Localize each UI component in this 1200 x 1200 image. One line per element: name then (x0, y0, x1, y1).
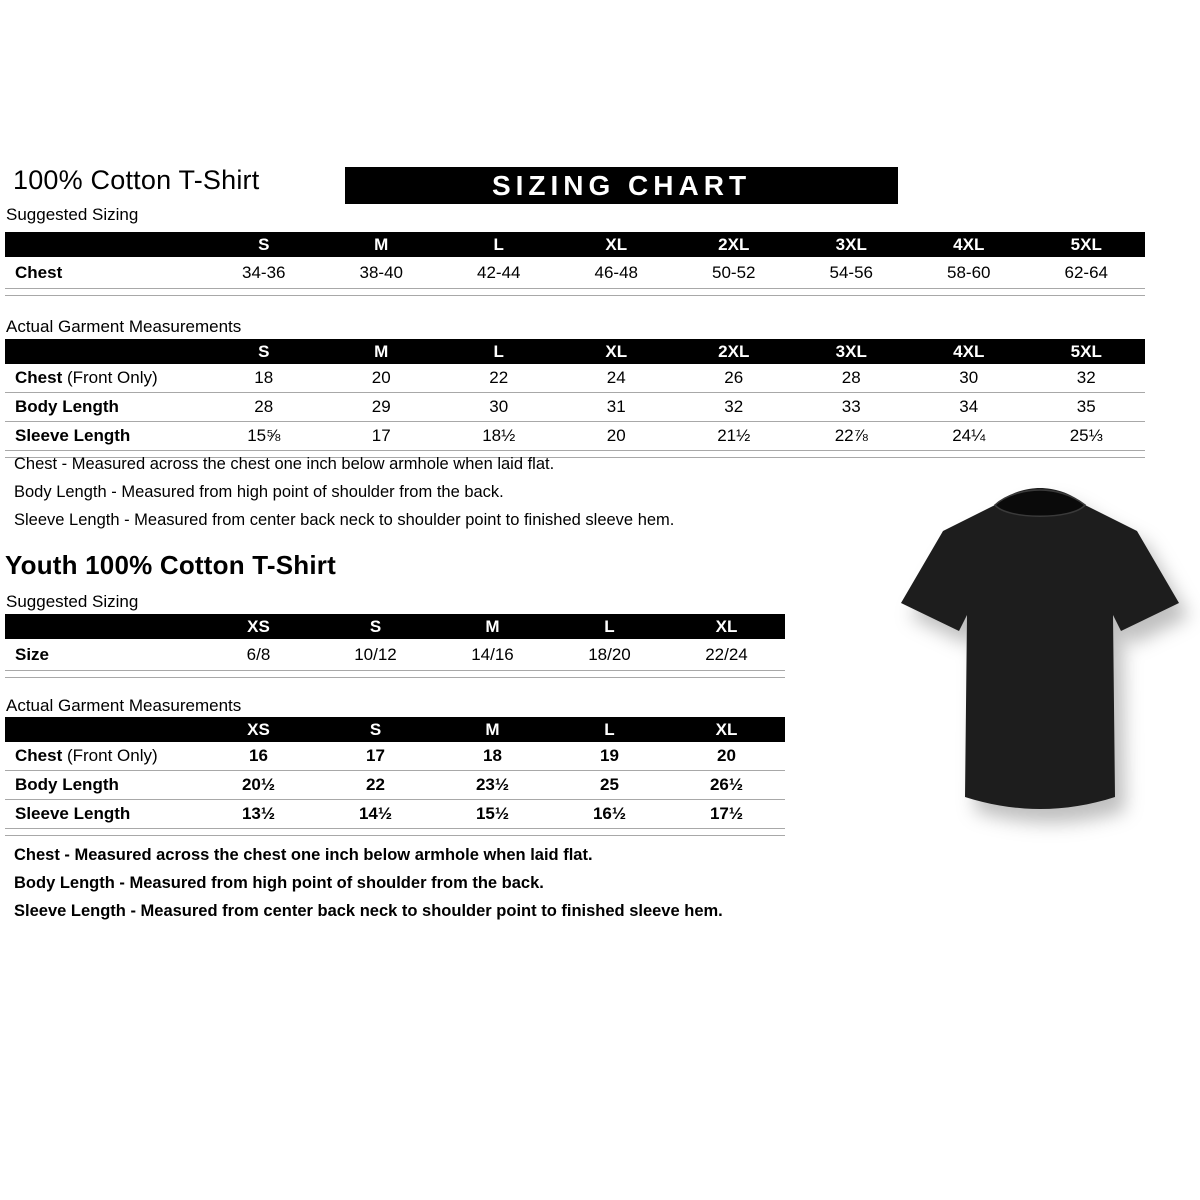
divider-line (5, 295, 1145, 296)
measurement-value: 25⅓ (1028, 422, 1146, 451)
row-label: Sleeve Length (5, 800, 200, 829)
tshirt-body-shape (901, 488, 1179, 809)
adult-actual-measurements-table (5, 339, 1145, 451)
size-column-header: 4XL (910, 339, 1028, 364)
size-column-header: S (205, 339, 323, 364)
measurement-value: 22⅞ (793, 422, 911, 451)
size-column-header: L (551, 614, 668, 639)
note-chest: Chest - Measured across the chest one inch below armhole when laid flat. (14, 455, 555, 473)
row-label: Chest (Front Only) (5, 742, 200, 771)
measurement-value: 25 (551, 771, 668, 800)
measurement-row (5, 742, 785, 771)
measurement-value: 32 (1028, 364, 1146, 393)
size-column-header: M (434, 717, 551, 742)
measurement-row (5, 771, 785, 800)
measurement-value: 10/12 (317, 639, 434, 671)
measurement-value: 20 (558, 422, 676, 451)
size-column-header: 2XL (675, 339, 793, 364)
youth-actual-measurements-section (5, 717, 785, 836)
sizing-chart-banner: SIZING CHART (345, 167, 898, 204)
adult-actual-measurements-section (5, 339, 1145, 458)
measurement-value: 17½ (668, 800, 785, 829)
measurement-value: 16½ (551, 800, 668, 829)
size-column-header: L (440, 339, 558, 364)
measurement-value: 17 (323, 422, 441, 451)
measurement-value: 46-48 (558, 257, 676, 289)
header-spacer (5, 339, 205, 364)
note-sleeve-length: Sleeve Length - Measured from center back neck to shoulder point to finished sleeve hem. (14, 511, 675, 529)
youth-suggested-sizing-label: Suggested Sizing (6, 592, 139, 611)
tshirt-image (895, 479, 1185, 824)
measurement-row (5, 639, 785, 671)
measurement-value: 62-64 (1028, 257, 1146, 289)
row-label: Chest (Front Only) (5, 364, 205, 393)
size-column-header: M (323, 232, 441, 257)
size-column-header: L (551, 717, 668, 742)
measurement-value: 21½ (675, 422, 793, 451)
measurement-value: 18 (205, 364, 323, 393)
measurement-value: 50-52 (675, 257, 793, 289)
measurement-value: 16 (200, 742, 317, 771)
size-column-header: L (440, 232, 558, 257)
divider-line (5, 835, 785, 836)
size-column-header: XL (668, 614, 785, 639)
header-spacer (5, 232, 205, 257)
size-column-header: M (323, 339, 441, 364)
divider-line (5, 677, 785, 678)
size-column-header: S (205, 232, 323, 257)
measurement-value: 28 (205, 393, 323, 422)
measurement-value: 24¼ (910, 422, 1028, 451)
measurement-row (5, 422, 1145, 451)
measurement-value: 14/16 (434, 639, 551, 671)
size-column-header: XL (558, 232, 676, 257)
header-spacer (5, 717, 200, 742)
row-label: Body Length (5, 393, 205, 422)
measurement-value: 32 (675, 393, 793, 422)
measurement-value: 6/8 (200, 639, 317, 671)
measurement-value: 18 (434, 742, 551, 771)
measurement-row (5, 364, 1145, 393)
tshirt-collar (995, 490, 1085, 516)
adult-actual-measurements-label: Actual Garment Measurements (6, 317, 242, 336)
size-column-header: 3XL (793, 232, 911, 257)
measurement-value: 38-40 (323, 257, 441, 289)
measurement-value: 18/20 (551, 639, 668, 671)
measurement-value: 15⅝ (205, 422, 323, 451)
size-column-header: XS (200, 717, 317, 742)
row-label: Chest (5, 257, 205, 289)
measurement-value: 23½ (434, 771, 551, 800)
size-header-row (5, 339, 1145, 364)
size-column-header: XL (558, 339, 676, 364)
size-column-header: XS (200, 614, 317, 639)
measurement-value: 24 (558, 364, 676, 393)
measurement-value: 20 (668, 742, 785, 771)
measurement-value: 30 (910, 364, 1028, 393)
youth-measurement-notes (14, 847, 723, 931)
measurement-value: 18½ (440, 422, 558, 451)
measurement-row (5, 257, 1145, 289)
measurement-value: 28 (793, 364, 911, 393)
note-body-length: Body Length - Measured from high point of shoulder from the back. (14, 483, 504, 501)
adult-product-title: 100% Cotton T-Shirt (13, 165, 260, 195)
youth-actual-measurements-label: Actual Garment Measurements (6, 696, 242, 715)
size-column-header: S (317, 717, 434, 742)
measurement-value: 22 (317, 771, 434, 800)
note-sleeve-length: Sleeve Length - Measured from center back neck to shoulder point to finished sleeve hem. (14, 902, 723, 920)
measurement-value: 34-36 (205, 257, 323, 289)
measurement-value: 17 (317, 742, 434, 771)
measurement-value: 31 (558, 393, 676, 422)
size-column-header: M (434, 614, 551, 639)
measurement-value: 13½ (200, 800, 317, 829)
note-chest: Chest - Measured across the chest one inch below armhole when laid flat. (14, 846, 593, 864)
youth-product-title: Youth 100% Cotton T-Shirt (5, 550, 336, 580)
measurement-value: 54-56 (793, 257, 911, 289)
size-header-row (5, 232, 1145, 257)
measurement-value: 29 (323, 393, 441, 422)
size-header-row (5, 614, 785, 639)
note-body-length: Body Length - Measured from high point of shoulder from the back. (14, 874, 544, 892)
youth-actual-measurements-table (5, 717, 785, 829)
size-column-header: 5XL (1028, 232, 1146, 257)
measurement-value: 26 (675, 364, 793, 393)
measurement-value: 19 (551, 742, 668, 771)
measurement-row (5, 800, 785, 829)
measurement-value: 26½ (668, 771, 785, 800)
measurement-value: 42-44 (440, 257, 558, 289)
measurement-value: 22/24 (668, 639, 785, 671)
size-column-header: 2XL (675, 232, 793, 257)
youth-suggested-sizing-section (5, 614, 785, 678)
measurement-value: 20½ (200, 771, 317, 800)
row-label: Size (5, 639, 200, 671)
row-label: Sleeve Length (5, 422, 205, 451)
measurement-value: 15½ (434, 800, 551, 829)
size-header-row (5, 717, 785, 742)
adult-suggested-sizing-label: Suggested Sizing (6, 205, 139, 224)
adult-measurement-notes (14, 456, 674, 540)
size-column-header: 4XL (910, 232, 1028, 257)
size-column-header: S (317, 614, 434, 639)
adult-suggested-sizing-table (5, 232, 1145, 289)
measurement-value: 34 (910, 393, 1028, 422)
adult-suggested-sizing-section (5, 232, 1145, 296)
header-spacer (5, 614, 200, 639)
youth-suggested-sizing-table (5, 614, 785, 671)
measurement-value: 22 (440, 364, 558, 393)
measurement-value: 30 (440, 393, 558, 422)
size-column-header: 5XL (1028, 339, 1146, 364)
measurement-value: 14½ (317, 800, 434, 829)
measurement-value: 58-60 (910, 257, 1028, 289)
row-label: Body Length (5, 771, 200, 800)
measurement-row (5, 393, 1145, 422)
size-column-header: 3XL (793, 339, 911, 364)
size-column-header: XL (668, 717, 785, 742)
measurement-value: 35 (1028, 393, 1146, 422)
measurement-value: 33 (793, 393, 911, 422)
measurement-value: 20 (323, 364, 441, 393)
